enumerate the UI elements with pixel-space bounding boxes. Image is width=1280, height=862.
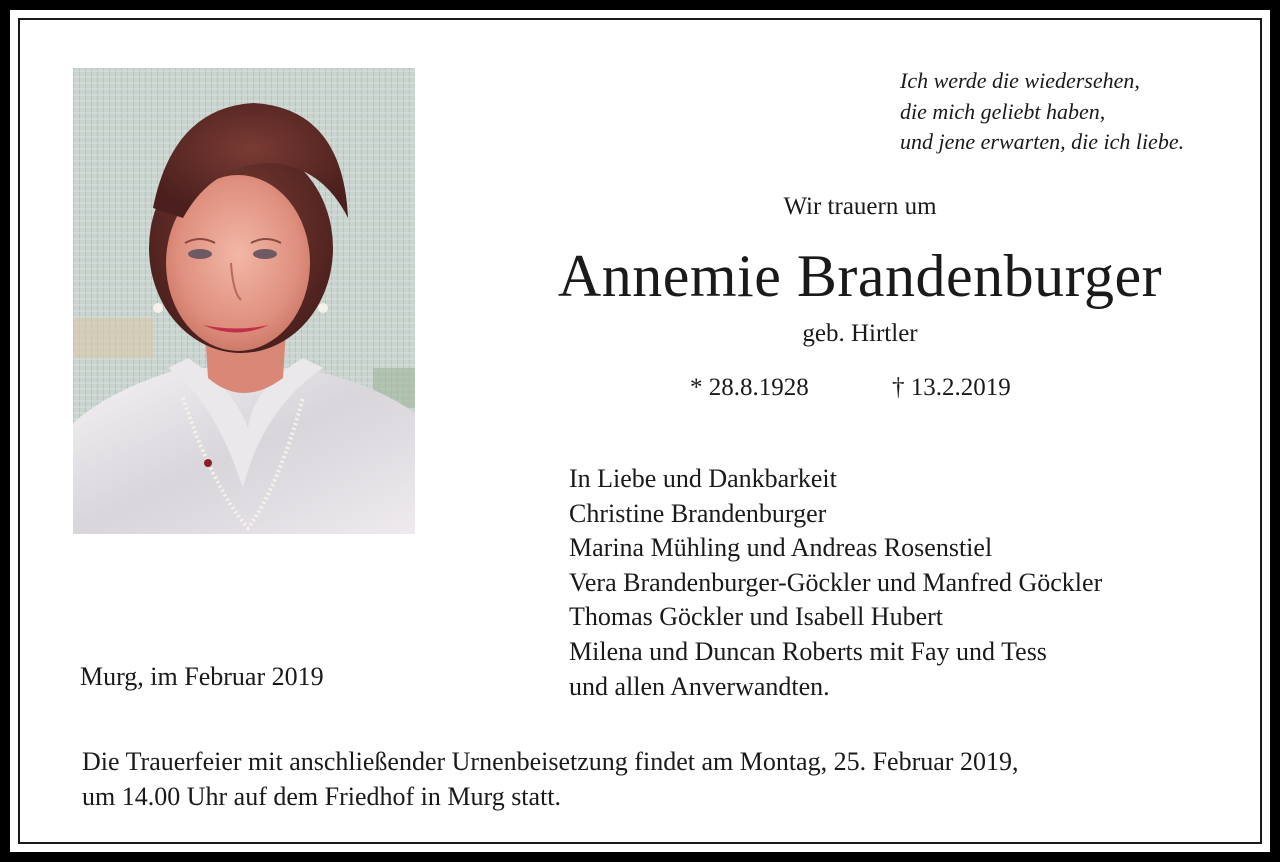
mourners-list (569, 462, 1102, 704)
service-line: um 14.00 Uhr auf dem Friedhof in Murg statt. (82, 782, 562, 811)
obituary-card (10, 10, 1270, 852)
mourner-line: Thomas Göckler und Isabell Hubert (569, 602, 944, 632)
mourner-line: Marina Mühling und Andreas Rosenstiel (569, 533, 993, 563)
service-announcement (82, 744, 1018, 814)
quote-line: die mich geliebt haben, (900, 98, 1106, 124)
birth-name: geb. Hirtler (802, 320, 918, 347)
service-line: Die Trauerfeier mit anschließender Urnenbeisetzung findet am Montag, 25. Februar 2019, (82, 747, 1019, 776)
mourner-line: Christine Brandenburger (569, 498, 827, 528)
poem-quote (900, 66, 1184, 158)
birth-date: * 28.8.1928 (690, 374, 809, 401)
mourner-line: Vera Brandenburger-Göckler und Manfred Göckler (569, 567, 1103, 597)
mourner-line: Milena und Duncan Roberts mit Fay und Tess (569, 636, 1047, 666)
mourner-line: und allen Anverwandten. (569, 671, 830, 701)
portrait-photo (73, 68, 415, 534)
death-date: † 13.2.2019 (892, 374, 1011, 401)
mourning-intro: Wir trauern um (783, 193, 937, 220)
deceased-name: Annemie Brandenburger (557, 243, 1163, 309)
mourner-line: In Liebe und Dankbarkeit (569, 464, 837, 493)
quote-line: und jene erwarten, die ich liebe. (900, 129, 1185, 154)
quote-line: Ich werde die wiedersehen, (900, 68, 1140, 93)
place-date: Murg, im Februar 2019 (80, 662, 324, 691)
